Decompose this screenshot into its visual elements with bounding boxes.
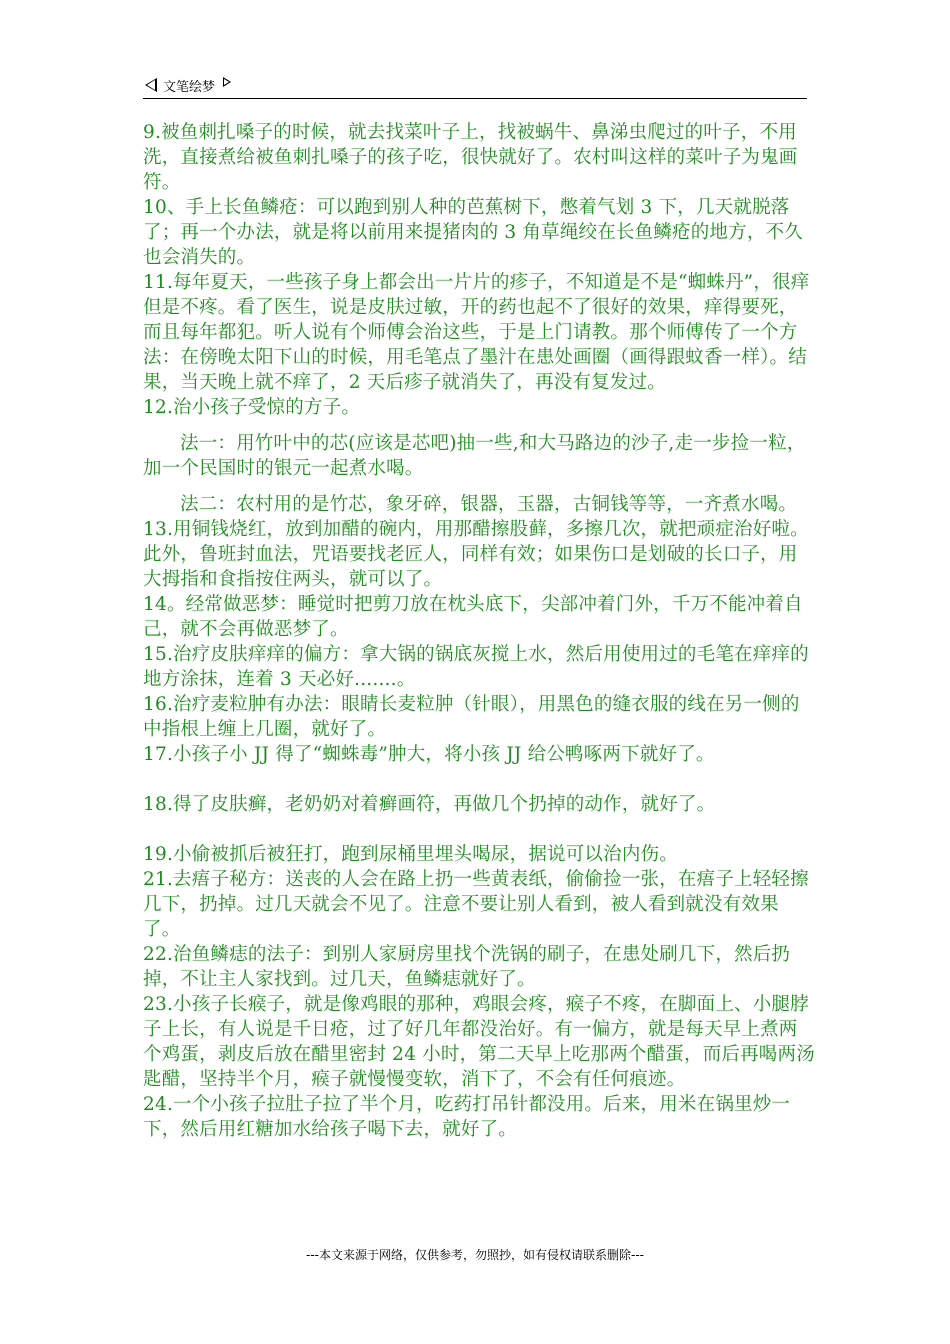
paragraph-18: 18.得了皮肤癣，老奶奶对着癣画符，再做几个扔掉的动作，就好了。 [143,794,716,815]
page-footer: ---本文来源于网络，仅供参考，勿照抄，如有侵权请联系删除--- [306,1248,644,1262]
paragraph-24: 24.一个小孩子拉肚子拉了半个月，吃药打吊针都没用。后来，用米在锅里炒一下，然后用红糖加水给孩子喝下去，就好了。 [143,1094,791,1140]
document-body [143,120,815,1142]
page-header [143,74,807,99]
paragraph-9: 9.被鱼刺扎嗓子的时候，就去找菜叶子上，找被蜗牛、鼻涕虫爬过的叶子，不用洗，直接煮给被鱼刺扎嗓子的孩子吃，很快就好了。农村叫这样的菜叶子为鬼画符。 [143,122,798,193]
right-triangle-icon [223,77,231,87]
header-title: 文笔绘梦 [163,79,216,95]
paragraph-14: 14。经常做恶梦：睡觉时把剪刀放在枕头底下，尖部冲着门外，千万不能冲着自己，就不会再做恶梦了。 [143,594,803,640]
paragraph-15: 15.治疗皮肤痒痒的偏方：拿大锅的锅底灰搅上水，然后用使用过的毛笔在痒痒的地方涂抹，连着 3 天必好.......。 [143,644,809,690]
paragraph-23: 23.小孩子长瘊子，就是像鸡眼的那种，鸡眼会疼，瘊子不疼，在脚面上、小腿脖子上长，有人说是千日疮，过了好几年都没治好。有一偏方，就是每天早上煮两个鸡蛋，剥皮后放在醋里密封 24 小时，第二天早上吃那两个醋蛋，而后再喝两汤匙醋，坚持半个月，瘊子就慢慢变软，消下了，不会有任何痕迹。 [143,994,815,1090]
paragraph-11: 11.每年夏天，一些孩子身上都会出一片片的疹子，不知道是不是“蜘蛛丹”，很痒但是不疼。看了医生，说是皮肤过敏，开的药也起不了很好的效果，痒得要死，而且每年都犯。听人说有个师傅会治这些，于是上门请教。那个师傅传了一个方法：在傍晚太阳下山的时候，用毛笔点了墨汁在患处画圈（画得跟蚊香一样）。结果，当天晚上就不痒了，2 天后疹子就消失了，再没有复发过。 [143,272,810,393]
paragraph-22: 22.治鱼鳞痣的法子：到别人家厨房里找个洗锅的刷子，在患处刷几下，然后扔掉，不让主人家找到。过几天，鱼鳞痣就好了。 [143,944,791,990]
paragraph-12: 12.治小孩子受惊的方子。 [143,397,361,418]
header-title-group [145,74,231,96]
left-triangle-icon [145,78,157,92]
paragraph-12-method-1: 法一：用竹叶中的芯(应该是芯吧)抽一些,和大马路边的沙子,走一步捡一粒，加一个民国时的银元一起煮水喝。 [143,433,806,479]
paragraph-12-method-2: 法二：农村用的是竹芯，象牙碎，银器，玉器，古铜钱等等，一齐煮水喝。 [180,494,798,515]
paragraph-10: 10、手上长鱼鳞疮：可以跑到别人种的芭蕉树下，憋着气划 3 下，几天就脱落了；再一个办法，就是将以前用来提猪肉的 3 角草绳绞在长鱼鳞疮的地方，不久也会消失的。 [143,197,803,268]
paragraph-21: 21.去痦子秘方：送丧的人会在路上扔一些黄表纸，偷偷捡一张，在痦子上轻轻擦几下，扔掉。过几天就会不见了。注意不要让别人看到，被人看到就没有效果了。 [143,869,809,940]
paragraph-19: 19.小偷被抓后被狂打，跑到尿桶里埋头喝尿，据说可以治内伤。 [143,844,678,865]
paragraph-13: 13.用铜钱烧红，放到加醋的碗内，用那醋擦股藓，多擦几次，就把顽症治好啦。此外，鲁班封血法，咒语要找老匠人，同样有效；如果伤口是划破的长口子，用大拇指和食指按住两头，就可以了。 [143,519,809,590]
paragraph-17: 17.小孩子小 JJ 得了“蜘蛛毒”肿大，将小孩 JJ 给公鸭啄两下就好了。 [143,744,715,765]
paragraph-16: 16.治疗麦粒肿有办法：眼睛长麦粒肿（针眼），用黑色的缝衣服的线在另一侧的中指根上缠上几圈，就好了。 [143,694,800,740]
